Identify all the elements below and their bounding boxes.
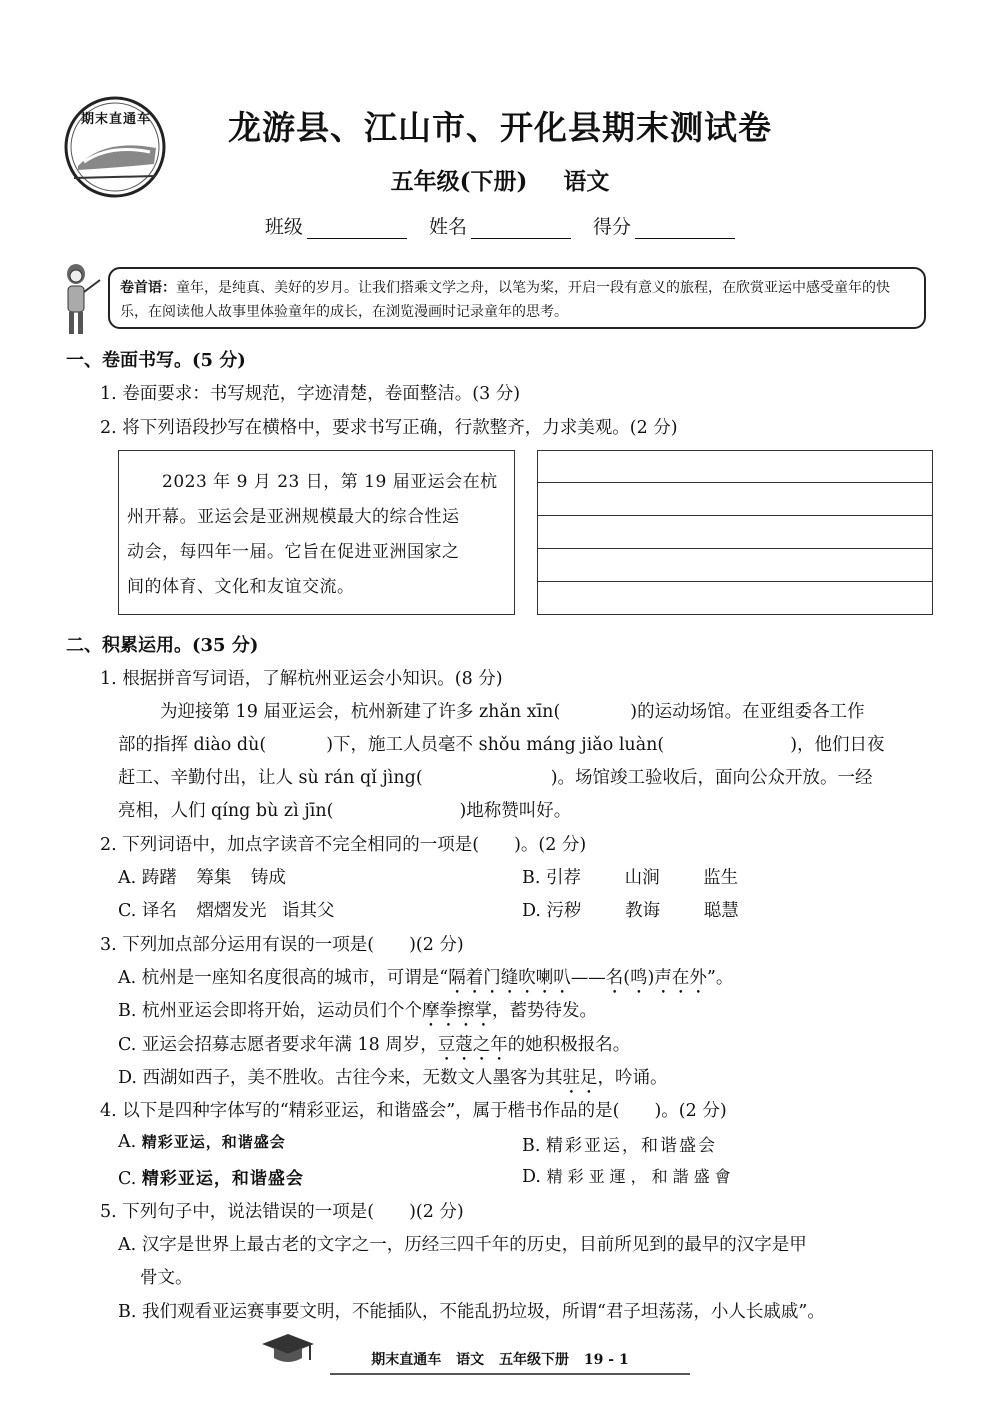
intro-text: 童年，是纯真、美好的岁月。让我们搭乘文学之舟，以笔为桨，开启一段有意义的旅程，在欣赏亚运中感受童年的快乐，在阅读他人故事里体验童年的成长，在浏览漫画时记录童年的思考。 <box>120 280 890 320</box>
s2-q1-line3: 赶工、辛勤付出，让人 sù rán qǐ jìng( )。场馆竣工验收后，面向公众开放。一经 <box>118 768 873 788</box>
subtitle <box>0 163 1000 196</box>
intro-label: 卷首语： <box>120 280 176 296</box>
s2-q4-stem: 4. 以下是四种字体写的“精彩亚运，和谐盛会”，属于楷书作品的是( )。(2 分) <box>100 1101 727 1121</box>
grade-label: 五年级(下册) <box>390 168 528 195</box>
s2-q3-option-a[interactable]: A. 杭州是一座知名度很高的城市，可谓是“隔着门缝吹喇叭——名(鸣)声在外”。 <box>118 968 734 988</box>
s2-q3-option-d[interactable]: D. 西湖如西子，美不胜收。古往今来，无数文人墨客为其驻足，吟诵。 <box>118 1068 668 1088</box>
s2-q4-option-c[interactable]: C. 精彩亚运，和谐盛会 <box>118 1169 304 1189</box>
s2-q5-option-a-cont: 骨文。 <box>140 1268 193 1288</box>
footer-brand: 期末直通车 <box>371 1352 442 1368</box>
section1-heading: 一、卷面书写。(5 分) <box>66 350 246 371</box>
passage-box <box>118 450 515 615</box>
footer-grade: 五年级下册 <box>499 1352 570 1368</box>
name-field[interactable]: 姓名 <box>429 212 571 239</box>
writing-lines[interactable] <box>537 450 933 615</box>
s2-q2-option-a[interactable]: A. 踌躇 筹集 铸成 <box>118 868 286 888</box>
intro-box <box>108 267 926 329</box>
passage-line: 2023 年 9 月 23 日，第 19 届亚运会在杭 <box>127 472 498 492</box>
s1-q1: 1. 卷面要求：书写规范，字迹清楚，卷面整洁。(3 分) <box>100 384 521 404</box>
score-field[interactable]: 得分 <box>593 212 735 239</box>
s2-q1-stem: 1. 根据拼音写词语，了解杭州亚运会小知识。(8 分) <box>100 669 503 689</box>
section2-heading: 二、积累运用。(35 分) <box>66 635 259 656</box>
footer-subject: 语文 <box>456 1352 485 1368</box>
s2-q4-option-d[interactable]: D. 精彩亚運，和諧盛會 <box>522 1167 736 1187</box>
s2-q5-option-a[interactable]: A. 汉字是世界上最古老的文字之一，历经三四千年的历史，目前所见到的最早的汉字是甲 <box>118 1235 807 1255</box>
logo-text: 期末直通车 <box>80 112 151 127</box>
page-title: 龙游县、江山市、开化县期末测试卷 <box>228 108 772 147</box>
student-info <box>0 212 1000 239</box>
s1-q2: 2. 将下列语段抄写在横格中，要求书写正确，行款整齐，力求美观。(2 分) <box>100 418 678 438</box>
passage-line: 动会，每四年一届。它旨在促进亚洲国家之 <box>127 542 460 562</box>
s2-q3-option-b[interactable]: B. 杭州亚运会即将开始，运动员们个个摩拳擦掌，蓄势待发。 <box>118 1001 597 1021</box>
s2-q2-option-d[interactable]: D. 污秽 教诲 聪慧 <box>522 901 739 921</box>
s2-q1-line1: 为迎接第 19 届亚运会，杭州新建了许多 zhǎn xīn( )的运动场馆。在亚组委各工作 <box>160 702 865 722</box>
footer-page: 19 - 1 <box>583 1352 629 1368</box>
s2-q5-option-b[interactable]: B. 我们观看亚运赛事要文明，不能插队，不能乱扔垃圾，所谓“君子坦荡荡，小人长戚戚”。 <box>118 1302 825 1322</box>
s2-q3-stem: 3. 下列加点部分运用有误的一项是( )(2 分) <box>100 935 464 955</box>
s2-q4-option-b[interactable]: B. 精彩亚运，和谐盛会 <box>522 1136 718 1156</box>
s2-q1-line2: 部的指挥 diào dù( )下，施工人员毫不 shǒu máng jiǎo luàn( )，他们日夜 <box>118 735 885 755</box>
class-field[interactable]: 班级 <box>265 212 407 239</box>
s2-q2-option-c[interactable]: C. 译名 熠熠发光 诣其父 <box>118 901 335 921</box>
subject-label: 语文 <box>563 168 610 195</box>
teacher-illustration <box>58 262 102 336</box>
passage-line: 州开幕。亚运会是亚洲规模最大的综合性运 <box>127 507 460 527</box>
passage-line: 间的体育、文化和友谊交流。 <box>127 577 355 597</box>
s2-q2-option-b[interactable]: B. 引荐 山涧 监生 <box>522 868 739 888</box>
s2-q4-option-a[interactable]: A. 精彩亚运，和谐盛会 <box>118 1132 286 1152</box>
s2-q3-option-c[interactable]: C. 亚运会招募志愿者要求年满 18 周岁，豆蔻之年的她积极报名。 <box>118 1035 631 1055</box>
footer-divider <box>330 1373 690 1375</box>
s2-q5-stem: 5. 下列句子中，说法错误的一项是( )(2 分) <box>100 1202 464 1222</box>
s2-q1-line4: 亮相，人们 qíng bù zì jīn( )地称赞叫好。 <box>118 801 572 821</box>
s2-q2-stem: 2. 下列词语中，加点字读音不完全相同的一项是( )。(2 分) <box>100 835 587 855</box>
footer <box>0 1349 1000 1369</box>
